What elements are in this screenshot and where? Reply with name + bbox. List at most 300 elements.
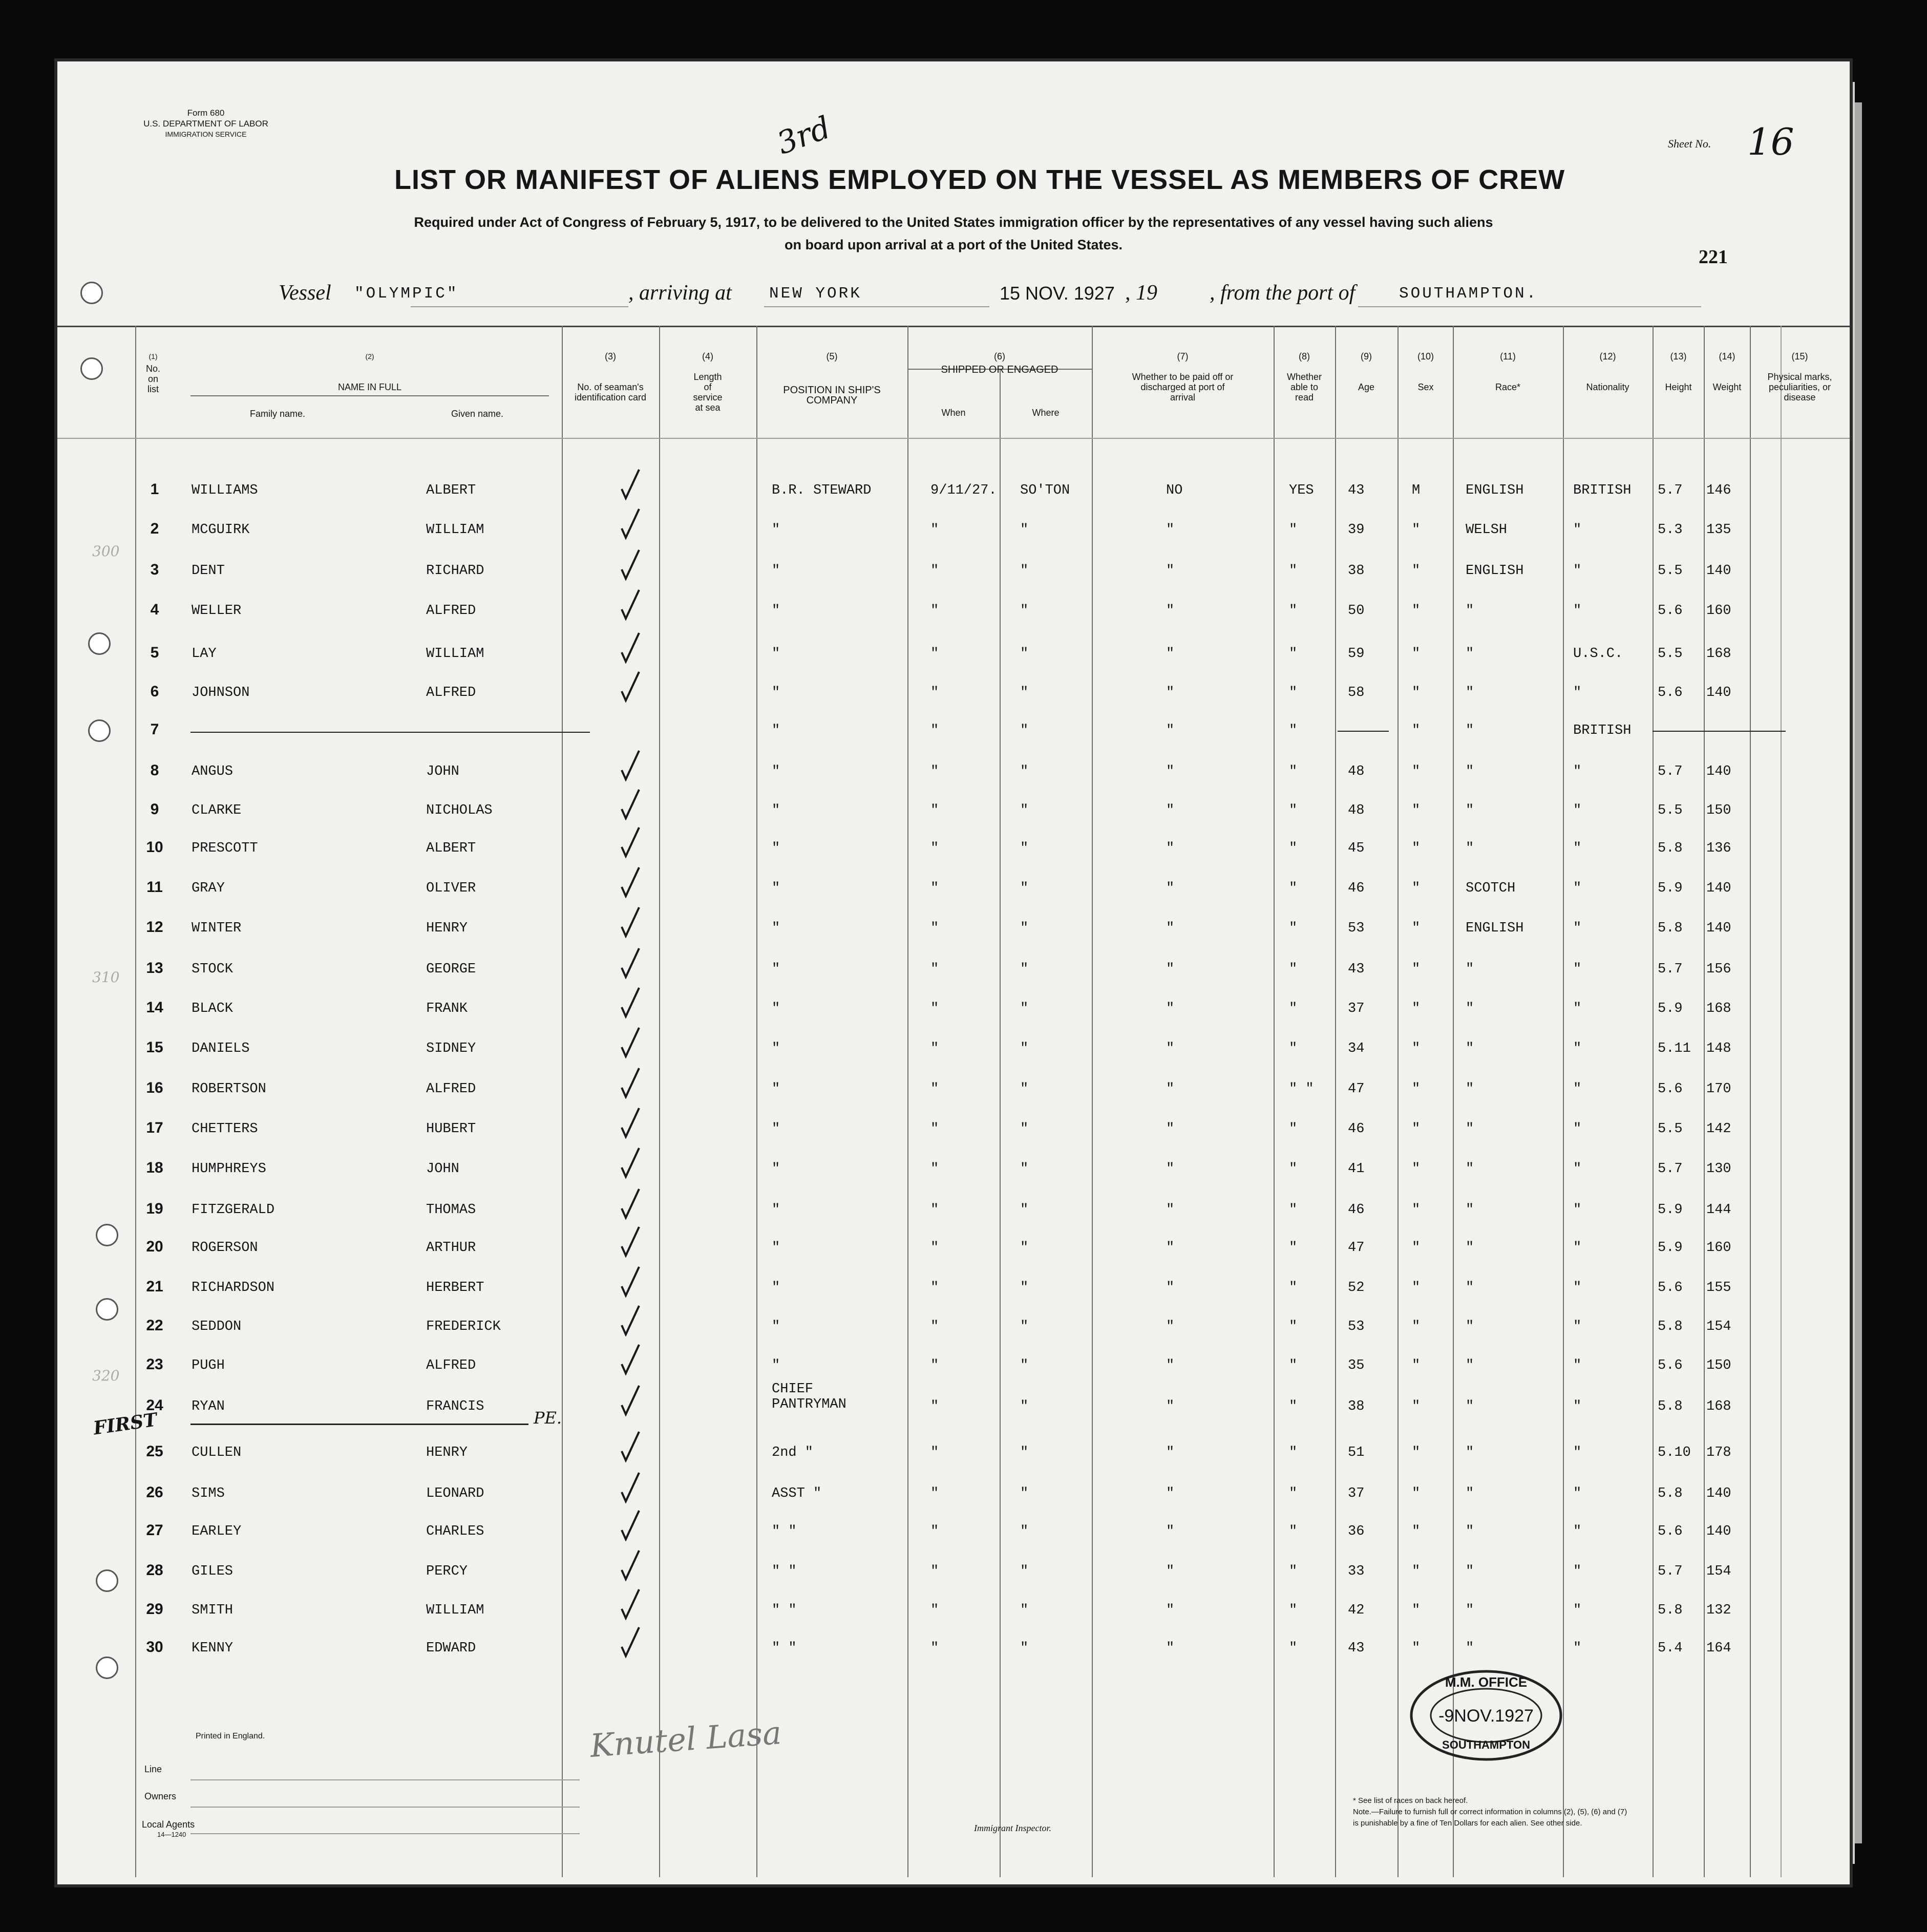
- position: " ": [772, 1524, 797, 1539]
- race: SCOTCH: [1466, 881, 1516, 896]
- col-header-given-name: Given name.: [451, 409, 504, 419]
- weight: 140: [1706, 921, 1731, 936]
- nationality: ": [1573, 522, 1582, 538]
- paid-off: ": [1166, 1641, 1175, 1656]
- shipped-when: ": [930, 723, 939, 738]
- family-name: RYAN: [192, 1399, 225, 1414]
- row-number: 2: [150, 520, 159, 537]
- position: ": [772, 1202, 780, 1218]
- height: 5.8: [1658, 921, 1683, 936]
- age: 52: [1348, 1280, 1365, 1296]
- position: ": [772, 1240, 780, 1256]
- able-to-read: ": [1289, 764, 1298, 779]
- height: 5.3: [1658, 522, 1683, 538]
- inspector-label: Immigrant Inspector.: [974, 1823, 1051, 1833]
- shipped-when: ": [930, 646, 939, 662]
- sex: ": [1412, 764, 1421, 779]
- row-number: 18: [146, 1159, 163, 1176]
- height: 5.8: [1658, 841, 1683, 856]
- shipped-when: ": [930, 1001, 939, 1016]
- check-mark-icon: [621, 1472, 640, 1503]
- position: ": [772, 1358, 780, 1373]
- arriving-label: , arriving at: [628, 281, 732, 305]
- race: ": [1466, 764, 1474, 779]
- family-name: ANGUS: [192, 764, 234, 779]
- sex: ": [1412, 1280, 1421, 1296]
- age: 58: [1348, 685, 1365, 700]
- row-number: 9: [150, 801, 159, 818]
- sex: ": [1412, 1564, 1421, 1579]
- page-title: LIST OR MANIFEST OF ALIENS EMPLOYED ON THE VESSEL AS MEMBERS OF CREW: [394, 164, 1565, 195]
- shipped-where: ": [1020, 1319, 1029, 1334]
- shipped-when: ": [930, 1358, 939, 1373]
- check-mark-icon: [621, 1588, 640, 1620]
- height: 5.6: [1658, 1081, 1683, 1097]
- family-name: STOCK: [192, 962, 234, 977]
- family-name: ROBERTSON: [192, 1081, 266, 1097]
- shipped-where: ": [1020, 685, 1029, 700]
- paid-off: ": [1166, 962, 1175, 977]
- able-to-read: ": [1289, 522, 1298, 538]
- row-number: 4: [150, 601, 159, 618]
- given-name: ALFRED: [426, 603, 476, 619]
- shipped-where: ": [1020, 563, 1029, 579]
- sex: ": [1412, 1641, 1421, 1656]
- shipped-where: ": [1020, 1445, 1029, 1460]
- shipped-when: ": [930, 1399, 939, 1414]
- race: ": [1466, 1399, 1474, 1414]
- shipped-where: ": [1020, 1641, 1029, 1656]
- age: 51: [1348, 1445, 1365, 1460]
- able-to-read: ": [1289, 1564, 1298, 1579]
- able-to-read: ": [1289, 646, 1298, 662]
- nationality: ": [1573, 563, 1582, 579]
- able-to-read: ": [1289, 1358, 1298, 1373]
- row-number: 26: [146, 1484, 163, 1501]
- weight: 154: [1706, 1319, 1731, 1334]
- vessel-name: "OLYMPIC": [354, 285, 459, 303]
- shipped-where: ": [1020, 1202, 1029, 1218]
- race: ": [1466, 1524, 1474, 1539]
- given-name: FRANCIS: [426, 1399, 484, 1414]
- shipped-where: ": [1020, 1280, 1029, 1296]
- family-name: DENT: [192, 563, 225, 579]
- family-name: PRESCOTT: [192, 841, 258, 856]
- check-mark-icon: [621, 866, 640, 898]
- given-name: LEONARD: [426, 1486, 484, 1501]
- stamp-date: -9NOV.1927: [1438, 1706, 1534, 1726]
- race: ": [1466, 1202, 1474, 1218]
- nationality: ": [1573, 921, 1582, 936]
- margin-number-300: 300: [92, 543, 120, 560]
- arrival-port: NEW YORK: [769, 285, 862, 303]
- weight: 154: [1706, 1564, 1731, 1579]
- check-mark-icon: [621, 1147, 640, 1179]
- shipped-where: ": [1020, 1358, 1029, 1373]
- check-mark-icon: [621, 1385, 640, 1416]
- race: WELSH: [1466, 522, 1508, 538]
- binder-hole: [88, 719, 111, 742]
- shipped-where: ": [1020, 841, 1029, 856]
- family-name: SIMS: [192, 1486, 225, 1501]
- given-name: WILLIAM: [426, 646, 484, 662]
- race: ": [1466, 803, 1474, 818]
- page-edge: [1855, 102, 1862, 1843]
- age: 36: [1348, 1524, 1365, 1539]
- nationality: U.S.C.: [1573, 646, 1623, 662]
- able-to-read: ": [1289, 921, 1298, 936]
- paid-off: ": [1166, 1486, 1175, 1501]
- check-mark-icon: [621, 1067, 640, 1099]
- family-name: GILES: [192, 1564, 234, 1579]
- nationality: ": [1573, 1081, 1582, 1097]
- nationality: ": [1573, 1641, 1582, 1656]
- arrival-date-stamp: 15 NOV. 1927: [1000, 283, 1115, 304]
- height: 5.10: [1658, 1445, 1691, 1460]
- family-name: FITZGERALD: [192, 1202, 275, 1218]
- shipped-where: ": [1020, 1121, 1029, 1137]
- row-24-strike: [190, 1424, 528, 1425]
- given-name: HENRY: [426, 1445, 468, 1460]
- sex: ": [1412, 522, 1421, 538]
- given-name: ALFRED: [426, 1081, 476, 1097]
- position: ": [772, 1041, 780, 1056]
- family-name: MCGUIRK: [192, 522, 250, 538]
- given-name: EDWARD: [426, 1641, 476, 1656]
- position: ": [772, 1001, 780, 1016]
- height: 5.7: [1658, 1564, 1683, 1579]
- paid-off: ": [1166, 1445, 1175, 1460]
- able-to-read: ": [1289, 1641, 1298, 1656]
- col-header-race: (11) Race*: [1495, 351, 1521, 392]
- sex: ": [1412, 962, 1421, 977]
- position: ": [772, 962, 780, 977]
- sex: ": [1412, 1202, 1421, 1218]
- service: IMMIGRATION SERVICE: [165, 130, 247, 138]
- height: 5.5: [1658, 563, 1683, 579]
- shipped-when: ": [930, 1524, 939, 1539]
- age: 46: [1348, 1121, 1365, 1137]
- family-name: WILLIAMS: [192, 483, 258, 498]
- shipped-where: ": [1020, 603, 1029, 619]
- able-to-read: ": [1289, 563, 1298, 579]
- paid-off: ": [1166, 1121, 1175, 1137]
- age: 37: [1348, 1001, 1365, 1016]
- check-mark-icon: [621, 1107, 640, 1139]
- check-mark-icon: [621, 1431, 640, 1462]
- paid-off: ": [1166, 1161, 1175, 1177]
- weight: 140: [1706, 685, 1731, 700]
- given-name: JOHN: [426, 1161, 459, 1177]
- inspector-signature: Knutel Lasa: [588, 1714, 783, 1765]
- sex: ": [1412, 1121, 1421, 1137]
- position: " ": [772, 1603, 797, 1618]
- binder-hole: [96, 1657, 118, 1679]
- height: 5.9: [1658, 1240, 1683, 1256]
- row-number: 27: [146, 1522, 163, 1539]
- weight: 168: [1706, 1399, 1731, 1414]
- check-mark-icon: [621, 1305, 640, 1336]
- check-mark-icon: [621, 1549, 640, 1581]
- from-port-label: , from the port of: [1210, 281, 1356, 305]
- height: 5.6: [1658, 603, 1683, 619]
- stamp-bottom-text: SOUTHAMPTON: [1442, 1738, 1530, 1751]
- sex: ": [1412, 921, 1421, 936]
- weight: 168: [1706, 1001, 1731, 1016]
- shipped-where: ": [1020, 1041, 1029, 1056]
- nationality: ": [1573, 962, 1582, 977]
- sex: ": [1412, 1399, 1421, 1414]
- age: 43: [1348, 483, 1365, 498]
- margin-number-310: 310: [92, 969, 120, 986]
- sex: ": [1412, 1001, 1421, 1016]
- position: ": [772, 881, 780, 896]
- sex: ": [1412, 1524, 1421, 1539]
- shipped-where: ": [1020, 1001, 1029, 1016]
- height: 5.8: [1658, 1603, 1683, 1618]
- shipped-where: ": [1020, 921, 1029, 936]
- row-number: 20: [146, 1238, 163, 1255]
- race: ": [1466, 1603, 1474, 1618]
- races-note: * See list of races on back hereof.: [1353, 1796, 1468, 1805]
- row-7-strike-stats: [1653, 731, 1786, 732]
- position: ": [772, 603, 780, 619]
- given-name: WILLIAM: [426, 522, 484, 538]
- shipped-where: ": [1020, 764, 1029, 779]
- position: ": [772, 1081, 780, 1097]
- paid-off: ": [1166, 1001, 1175, 1016]
- subtitle-line-1: Required under Act of Congress of February 5, 1917, to be delivered to the United States immigration officer by the representatives of any vessel having such aliens: [414, 215, 1493, 230]
- check-mark-icon: [621, 1188, 640, 1220]
- race: ": [1466, 723, 1474, 738]
- sex: ": [1412, 803, 1421, 818]
- able-to-read: ": [1289, 1240, 1298, 1256]
- shipped-when: ": [930, 522, 939, 538]
- row-number: 21: [146, 1278, 163, 1295]
- shipped-when: ": [930, 1280, 939, 1296]
- given-name: WILLIAM: [426, 1603, 484, 1618]
- check-mark-icon: [621, 1226, 640, 1258]
- height: 5.7: [1658, 764, 1683, 779]
- position: ": [772, 522, 780, 538]
- shipped-when: ": [930, 1202, 939, 1218]
- nationality: ": [1573, 685, 1582, 700]
- race: ": [1466, 685, 1474, 700]
- age: 45: [1348, 841, 1365, 856]
- footer-form-code: 14—1240: [157, 1831, 186, 1838]
- shipped-when: ": [930, 1121, 939, 1137]
- weight: 178: [1706, 1445, 1731, 1460]
- shipped-where: ": [1020, 646, 1029, 662]
- shipped-where: ": [1020, 1399, 1029, 1414]
- weight: 156: [1706, 962, 1731, 977]
- given-name: ALFRED: [426, 1358, 476, 1373]
- check-mark-icon: [621, 750, 640, 781]
- check-mark-icon: [621, 671, 640, 703]
- family-name: PUGH: [192, 1358, 225, 1373]
- row-number: 13: [146, 960, 163, 976]
- age: 47: [1348, 1240, 1365, 1256]
- col-header-when: When: [941, 408, 966, 418]
- row-number: 8: [150, 762, 159, 779]
- weight: 135: [1706, 522, 1731, 538]
- shipped-where: ": [1020, 1564, 1029, 1579]
- row-number: 24: [146, 1397, 163, 1414]
- height: 5.8: [1658, 1486, 1683, 1501]
- height: 5.6: [1658, 1524, 1683, 1539]
- position: ": [772, 841, 780, 856]
- table-top-rule: [57, 326, 1850, 327]
- race: ": [1466, 1319, 1474, 1334]
- family-name: HUMPHREYS: [192, 1161, 266, 1177]
- weight: 140: [1706, 563, 1731, 579]
- given-name: NICHOLAS: [426, 803, 493, 818]
- sex: ": [1412, 1445, 1421, 1460]
- family-name: CULLEN: [192, 1445, 242, 1460]
- family-name: CHETTERS: [192, 1121, 258, 1137]
- shipped-when: ": [930, 603, 939, 619]
- height: 5.8: [1658, 1399, 1683, 1414]
- paid-off: NO: [1166, 483, 1183, 498]
- paid-off: ": [1166, 803, 1175, 818]
- sex: ": [1412, 723, 1421, 738]
- weight: 168: [1706, 646, 1731, 662]
- row-number: 15: [146, 1039, 163, 1056]
- paid-off: ": [1166, 723, 1175, 738]
- paid-off: ": [1166, 1240, 1175, 1256]
- able-to-read: ": [1289, 723, 1298, 738]
- family-name: WINTER: [192, 921, 242, 936]
- nationality: ": [1573, 1358, 1582, 1373]
- position: ": [772, 563, 780, 579]
- shipped-where: ": [1020, 1240, 1029, 1256]
- shipped-when: ": [930, 1081, 939, 1097]
- paid-off: ": [1166, 1564, 1175, 1579]
- manifest-page: [57, 61, 1850, 1884]
- sheet-label: Sheet No.: [1668, 137, 1711, 150]
- departure-port: SOUTHAMPTON.: [1399, 285, 1538, 303]
- check-mark-icon: [621, 589, 640, 621]
- paid-off: ": [1166, 1081, 1175, 1097]
- shipped-when: ": [930, 1641, 939, 1656]
- paid-off: ": [1166, 1358, 1175, 1373]
- sex: ": [1412, 1358, 1421, 1373]
- position: " ": [772, 1641, 797, 1656]
- position: ": [772, 1319, 780, 1334]
- col-header-service: (4) Length of service at sea: [693, 351, 723, 413]
- race: ": [1466, 1641, 1474, 1656]
- row-7-strike-name: [190, 732, 590, 733]
- shipped-where: ": [1020, 1486, 1029, 1501]
- shipped-where: ": [1020, 1603, 1029, 1618]
- weight: 130: [1706, 1161, 1731, 1177]
- check-mark-icon: [621, 789, 640, 820]
- family-name: KENNY: [192, 1641, 234, 1656]
- position: CHIEF PANTRYMAN: [772, 1382, 846, 1412]
- shipped-when: ": [930, 1319, 939, 1334]
- family-name: SEDDON: [192, 1319, 242, 1334]
- position: ": [772, 764, 780, 779]
- paid-off: ": [1166, 685, 1175, 700]
- nationality: ": [1573, 881, 1582, 896]
- nationality: ": [1573, 1240, 1582, 1256]
- shipped-when: ": [930, 563, 939, 579]
- position: ": [772, 685, 780, 700]
- position: ": [772, 1121, 780, 1137]
- able-to-read: ": [1289, 603, 1298, 619]
- age: 38: [1348, 1399, 1365, 1414]
- row-number: 3: [150, 561, 159, 578]
- row-number: 1: [150, 481, 159, 498]
- weight: 144: [1706, 1202, 1731, 1218]
- sex: M: [1412, 483, 1421, 498]
- height: 5.7: [1658, 483, 1683, 498]
- check-mark-icon: [621, 1510, 640, 1541]
- mm-office-stamp: [1409, 1669, 1563, 1761]
- able-to-read: ": [1289, 685, 1298, 700]
- check-mark-icon: [621, 632, 640, 664]
- check-mark-icon: [621, 1626, 640, 1658]
- row-number: 25: [146, 1443, 163, 1460]
- nationality: ": [1573, 803, 1582, 818]
- family-name: EARLEY: [192, 1524, 242, 1539]
- paid-off: ": [1166, 1603, 1175, 1618]
- shipped-when: ": [930, 1161, 939, 1177]
- given-name: CHARLES: [426, 1524, 484, 1539]
- age: 53: [1348, 921, 1365, 936]
- shipped-when: ": [930, 1603, 939, 1618]
- position: ": [772, 1161, 780, 1177]
- row-number: 5: [150, 644, 159, 661]
- family-name: DANIELS: [192, 1041, 250, 1056]
- age: 48: [1348, 764, 1365, 779]
- check-mark-icon: [621, 549, 640, 581]
- given-name: GEORGE: [426, 962, 476, 977]
- row-number: 30: [146, 1639, 163, 1655]
- paid-off: ": [1166, 921, 1175, 936]
- shipped-when: ": [930, 1486, 939, 1501]
- height: 5.5: [1658, 803, 1683, 818]
- department: U.S. DEPARTMENT OF LABOR: [143, 119, 268, 129]
- paid-off: ": [1166, 603, 1175, 619]
- nationality: ": [1573, 1319, 1582, 1334]
- row-number: 10: [146, 839, 163, 856]
- age: 50: [1348, 603, 1365, 619]
- shipped-when: ": [930, 921, 939, 936]
- weight: 170: [1706, 1081, 1731, 1097]
- row-number: 16: [146, 1079, 163, 1096]
- check-mark-icon: [621, 947, 640, 979]
- race: ": [1466, 1280, 1474, 1296]
- able-to-read: ": [1289, 1001, 1298, 1016]
- paid-off: ": [1166, 1041, 1175, 1056]
- height: 5.11: [1658, 1041, 1691, 1056]
- sex: ": [1412, 685, 1421, 700]
- given-name: ALBERT: [426, 841, 476, 856]
- shipped-where: ": [1020, 1081, 1029, 1097]
- race: ": [1466, 841, 1474, 856]
- shipped-when: ": [930, 685, 939, 700]
- penalty-note-2: is punishable by a fine of Ten Dollars for each alien. See other side.: [1353, 1819, 1582, 1828]
- shipped-when: ": [930, 1564, 939, 1579]
- col-header-paid-off: (7) Whether to be paid off or discharged at port of arrival: [1132, 351, 1234, 402]
- position: ": [772, 646, 780, 662]
- paid-off: ": [1166, 522, 1175, 538]
- row-number: 6: [150, 683, 159, 700]
- race: ": [1466, 1121, 1474, 1137]
- age: 47: [1348, 1081, 1365, 1097]
- height: 5.5: [1658, 646, 1683, 662]
